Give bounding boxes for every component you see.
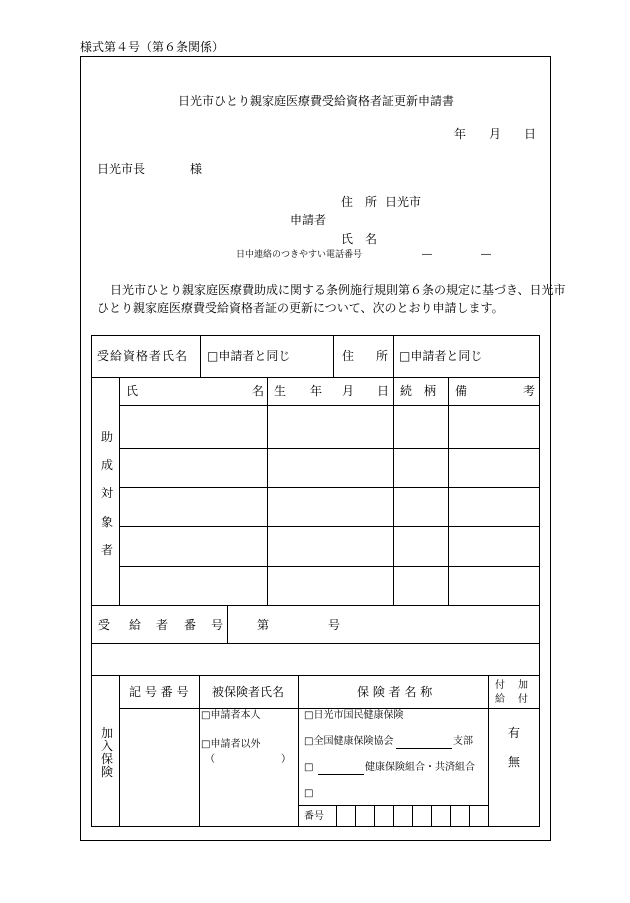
col-attach-char: 付 — [495, 680, 505, 691]
col-birth-char: 日 — [377, 384, 390, 398]
number-box-line — [431, 805, 432, 827]
union-blank-line — [318, 774, 364, 775]
recipient-number-label-char: 受 — [98, 618, 111, 632]
applicant-phone-label: 日中連絡のつきやすい電話番号 — [236, 250, 363, 260]
address-same-checkbox[interactable]: □申請者と同じ — [399, 349, 483, 363]
table-vline — [298, 675, 299, 827]
table-hline — [91, 605, 540, 606]
insured-self-checkbox[interactable]: □申請者本人 — [201, 710, 261, 721]
date-day-label: 日 — [524, 127, 537, 141]
recipient-number-label-char: 者 — [156, 618, 169, 632]
insured-paren-close: ） — [281, 754, 291, 765]
form-label: 様式第４号（第６条関係） — [80, 40, 225, 54]
target-label-char: 対 — [101, 486, 114, 500]
number-box-line — [469, 805, 470, 827]
col-name-b: 名 — [252, 384, 265, 398]
number-box-line — [355, 805, 356, 827]
statement-line-1: 日光市ひとり親家庭医療費助成に関する条例施行規則第６条の規定に基づき、日光市 — [110, 283, 566, 297]
insurer-option-nikko-nhi[interactable]: □日光市国民健康保険 — [304, 710, 404, 721]
addressee-honorific: 様 — [190, 162, 203, 176]
table-vline — [488, 675, 489, 827]
recipient-number-label-char: 番 — [184, 618, 197, 632]
recipient-name-label: 受給資格者氏名 — [97, 349, 189, 363]
kyokai-blank-line — [396, 748, 452, 749]
col-name-a: 氏 — [126, 384, 139, 398]
table-vline — [393, 335, 394, 377]
target-label-char: 者 — [101, 543, 114, 557]
target-label-char: 象 — [101, 515, 114, 529]
table-vline — [199, 675, 200, 827]
table-hline — [119, 708, 540, 709]
table-vline — [393, 377, 394, 605]
insured-other-checkbox[interactable]: □申請者以外 — [201, 739, 261, 750]
col-attach-char: 給 — [495, 694, 505, 705]
recipient-number-suffix: 号 — [328, 618, 341, 632]
col-birth-char: 生 — [274, 384, 287, 398]
col-birth-char: 月 — [342, 384, 355, 398]
insurance-label-char: 加 — [101, 726, 114, 740]
table-vline — [200, 335, 201, 377]
col-attach-char: 付 — [518, 694, 528, 705]
recipient-address-label-b: 所 — [376, 349, 389, 363]
target-label-char: 成 — [101, 458, 114, 472]
insurer-option-kyokai[interactable]: □全国健康保険協会 — [304, 736, 394, 747]
number-box-line — [374, 805, 375, 827]
col-note-a: 備 — [455, 384, 468, 398]
target-label-char: 助 — [101, 430, 114, 444]
attach-no[interactable]: 無 — [508, 755, 521, 769]
table-hline — [119, 487, 540, 488]
insurer-option-union-checkbox[interactable]: □ — [304, 762, 314, 773]
insurer-option-other-checkbox[interactable]: □ — [304, 788, 314, 799]
table-hline — [91, 377, 540, 378]
recipient-same-checkbox[interactable]: □申請者と同じ — [207, 349, 291, 363]
table-hline — [119, 526, 540, 527]
applicant-address-label: 住 所 — [341, 195, 378, 209]
insurer-option-kyokai-suffix: 支部 — [453, 736, 473, 747]
insurance-label-char: 保 — [101, 752, 114, 766]
recipient-address-label-a: 住 — [342, 349, 355, 363]
recipient-number-prefix: 第 — [257, 618, 270, 632]
date-month-label: 月 — [489, 127, 502, 141]
statement-line-2: ひとり親家庭医療費受給資格者証の更新について、次のとおり申請します。 — [97, 301, 504, 315]
number-label: 番号 — [304, 811, 324, 822]
number-box-line — [450, 805, 451, 827]
insurer-option-union-text: 健康保険組合・共済組合 — [365, 762, 475, 773]
applicant-address-value[interactable]: 日光市 — [385, 195, 422, 209]
number-box-line — [393, 805, 394, 827]
recipient-number-label-char: 給 — [129, 618, 142, 632]
col-insured-name: 被保険者氏名 — [212, 685, 285, 699]
col-symbol-number: 記 号 番 号 — [129, 685, 189, 699]
table-hline — [91, 643, 540, 644]
number-box-line — [336, 805, 337, 827]
table-vline — [227, 605, 228, 643]
table-hline — [119, 405, 540, 406]
main-table — [91, 335, 540, 827]
form-title: 日光市ひとり親家庭医療費受給資格者証更新申請書 — [178, 94, 455, 108]
insurance-label-char: 険 — [101, 765, 114, 779]
col-birth-char: 年 — [310, 384, 323, 398]
number-box-line — [412, 805, 413, 827]
phone-dash-1: ― — [422, 249, 432, 260]
col-relation: 続 柄 — [400, 384, 437, 398]
col-note-b: 考 — [523, 384, 536, 398]
phone-dash-2: ― — [481, 249, 491, 260]
table-hline — [119, 566, 540, 567]
table-vline — [119, 675, 120, 827]
table-vline — [267, 377, 268, 605]
col-insurer-name: 保 険 者 名 称 — [357, 685, 433, 699]
table-hline — [119, 448, 540, 449]
applicant-label: 申請者 — [290, 213, 327, 227]
table-vline — [333, 335, 334, 377]
table-vline — [448, 377, 449, 605]
col-attach-char: 加 — [518, 680, 528, 691]
attach-yes[interactable]: 有 — [508, 726, 521, 740]
date-year-label: 年 — [454, 127, 467, 141]
recipient-number-label-char: 号 — [211, 618, 224, 632]
insurance-label-char: 入 — [101, 739, 114, 753]
applicant-name-label: 氏 名 — [341, 232, 378, 246]
insured-paren-open: （ — [205, 754, 215, 765]
addressee-name: 日光市長 — [97, 162, 146, 176]
table-vline — [119, 377, 120, 605]
table-hline — [91, 675, 540, 676]
